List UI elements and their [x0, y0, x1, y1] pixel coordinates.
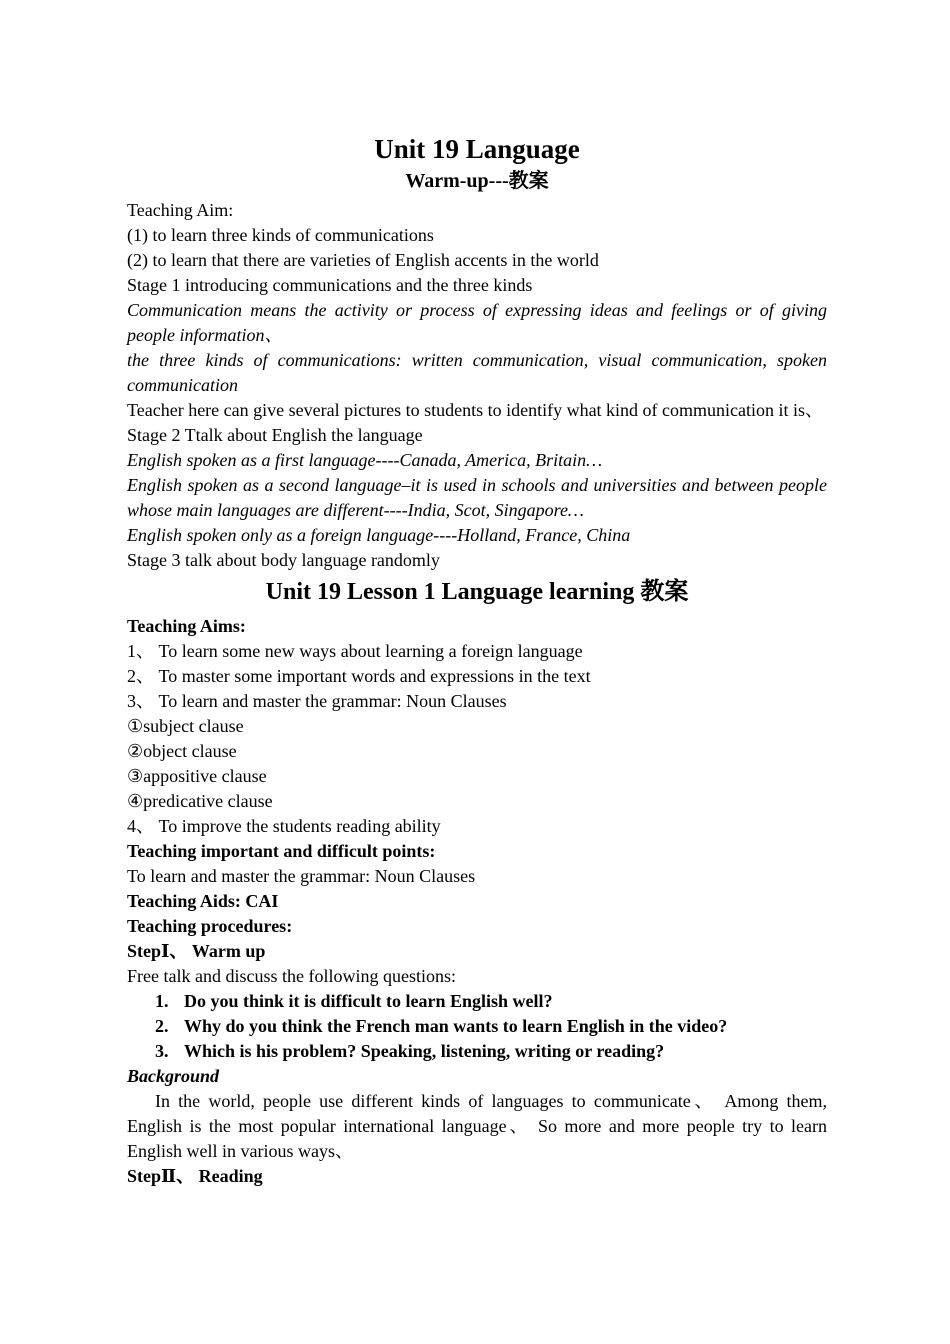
- lesson-paragraph: StepⅠ、 Warm up: [127, 941, 266, 961]
- lesson-paragraph: Free talk and discuss the following questions:: [127, 966, 456, 986]
- lesson-paragraph: 1、 To learn some new ways about learning a foreign language: [127, 641, 583, 661]
- question-item: [127, 989, 827, 1014]
- lesson-paragraph: Teaching Aids: CAI: [127, 891, 279, 911]
- warmup-paragraph: (1) to learn three kinds of communications: [127, 225, 434, 245]
- step-2-heading: StepⅡ、 Reading: [127, 1166, 263, 1186]
- warmup-paragraph: Teacher here can give several pictures to students to identify what kind of communication it is、: [127, 400, 824, 420]
- warmup-paragraph: (2) to learn that there are varieties of English accents in the world: [127, 250, 599, 270]
- warmup-paragraph: Stage 3 talk about body language randomly: [127, 550, 440, 570]
- question-number: 2.: [155, 1016, 169, 1036]
- question-item: [127, 1014, 827, 1039]
- document-page: [127, 132, 827, 1189]
- warmup-paragraph: English spoken as a second language–it is used in schools and universities and between people whose main languages are different----India, Scot, Singapore…: [127, 475, 827, 520]
- lesson-paragraph: 2、 To master some important words and expressions in the text: [127, 666, 591, 686]
- lesson-paragraph: To learn and master the grammar: Noun Clauses: [127, 866, 476, 886]
- lesson-title: Unit 19 Lesson 1 Language learning 教案: [265, 579, 689, 605]
- warmup-section: [127, 198, 827, 573]
- lesson-paragraph: Teaching procedures:: [127, 916, 293, 936]
- question-text: Why do you think the French man wants to learn English in the video?: [184, 1016, 728, 1036]
- lesson-paragraph: ①subject clause: [127, 716, 244, 736]
- question-text: Which is his problem? Speaking, listening, writing or reading?: [184, 1041, 665, 1061]
- warmup-paragraph: Teaching Aim:: [127, 200, 234, 220]
- document-subtitle: Warm-up---教案: [405, 170, 549, 192]
- background-heading: Background: [127, 1066, 220, 1086]
- warmup-paragraph: English spoken as a first language----Canada, America, Britain…: [127, 450, 603, 470]
- lesson-section: [127, 614, 827, 989]
- warmup-paragraph: Communication means the activity or process of expressing ideas and feelings or of giving people information、: [127, 300, 827, 345]
- lesson-paragraph: 4、 To improve the students reading ability: [127, 816, 441, 836]
- warmup-paragraph: Stage 2 Ttalk about English the language: [127, 425, 423, 445]
- lesson-paragraph: Teaching important and difficult points:: [127, 841, 436, 861]
- question-number: 1.: [155, 991, 169, 1011]
- question-list: [127, 989, 827, 1064]
- lesson-paragraph: 3、 To learn and master the grammar: Noun Clauses: [127, 691, 507, 711]
- lesson-paragraph: ②object clause: [127, 741, 237, 761]
- question-number: 3.: [155, 1041, 169, 1061]
- warmup-paragraph: Stage 1 introducing communications and the three kinds: [127, 275, 533, 295]
- warmup-paragraph: the three kinds of communications: written communication, visual communication, spoken communication: [127, 350, 827, 395]
- background-paragraph: In the world, people use different kinds of languages to communicate、 Among them, English is the most popular international language、 So more and more people try to learn English well in various ways、: [127, 1091, 827, 1161]
- question-item: [127, 1039, 827, 1064]
- lesson-paragraph: ④predicative clause: [127, 791, 273, 811]
- warmup-paragraph: English spoken only as a foreign language----Holland, France, China: [127, 525, 631, 545]
- question-text: Do you think it is difficult to learn English well?: [184, 991, 553, 1011]
- document-title: Unit 19 Language: [374, 134, 580, 164]
- lesson-paragraph: ③appositive clause: [127, 766, 267, 786]
- lesson-paragraph: Teaching Aims:: [127, 616, 246, 636]
